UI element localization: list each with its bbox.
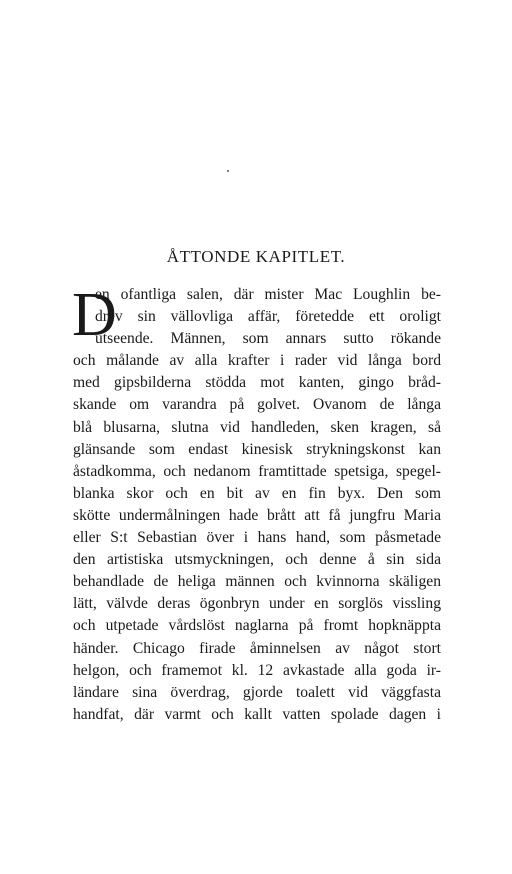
page-speck bbox=[227, 170, 229, 172]
text-line: ländare sina överdrag, gjorde toalett vid väggfasta bbox=[73, 683, 441, 701]
text-line: lätt, välvde deras ögonbryn under en sorglös vissling bbox=[73, 595, 441, 613]
text-line: behandlade de heliga männen och kvinnorna skäligen bbox=[73, 573, 441, 591]
text-line: blå blusarna, slutna vid handleden, sken kragen, så bbox=[73, 418, 441, 436]
text-line: händer. Chicago firade åminnelsen av något stort bbox=[73, 639, 441, 657]
drop-cap: D bbox=[72, 281, 117, 349]
chapter-body bbox=[72, 281, 441, 726]
text-line: och utpetade vårdslöst naglarna på fromt hopknäppta bbox=[73, 617, 441, 635]
text-line: helgon, och framemot kl. 12 avkastade alla goda ir- bbox=[73, 661, 441, 679]
text-line: utseende. Männen, som annars sutto rökande bbox=[95, 330, 441, 348]
text-line: och målande av alla krafter i rader vid långa bord bbox=[73, 352, 441, 370]
text-line: den artistiska utsmyckningen, och denne å sin sida bbox=[73, 551, 441, 569]
text-line: handfat, där varmt och kallt vatten spolade dagen i bbox=[73, 705, 441, 723]
chapter-title: ÅTTONDE KAPITLET. bbox=[166, 247, 346, 266]
text-line: åstadkomma, och nedanom framtittade spetsiga, spegel- bbox=[73, 462, 441, 480]
text-line: glänsande som endast kinesisk strykningskonst kan bbox=[73, 440, 441, 458]
text-line: skötte undermålningen hade brått att få jungfru Maria bbox=[73, 506, 441, 524]
text-line: blanka skor och en bit av en fin byx. Den som bbox=[73, 484, 441, 502]
text-line: skande om varandra på golvet. Ovanom de långa bbox=[73, 396, 441, 414]
text-line: drev sin vällovliga affär, företedde ett oroligt bbox=[95, 308, 441, 326]
text-line: eller S:t Sebastian över i hans hand, som påsmetade bbox=[73, 529, 441, 547]
text-line: en ofantliga salen, där mister Mac Loughlin be- bbox=[95, 286, 441, 303]
text-line: med gipsbilderna stödda mot kanten, gingo bråd- bbox=[73, 374, 441, 392]
